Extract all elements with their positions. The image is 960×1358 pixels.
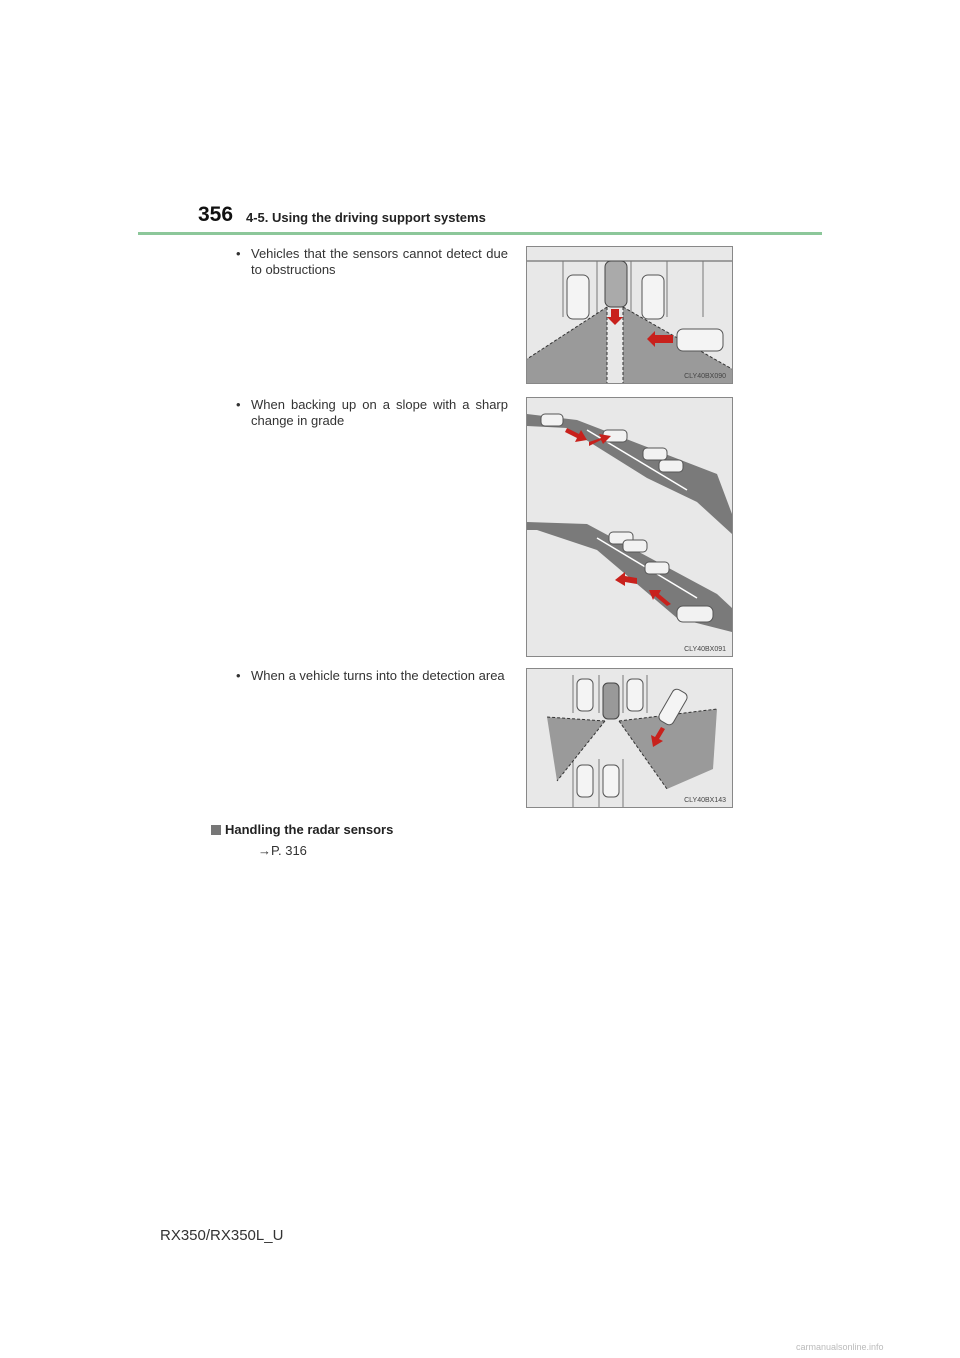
figure-obstructed-vehicles <box>526 246 733 384</box>
figure-code: CLY40BX090 <box>684 373 726 380</box>
bullet-text: When a vehicle turns into the detection area <box>251 668 505 683</box>
watermark: carmanualsonline.info <box>796 1342 884 1352</box>
bullet-text: Vehicles that the sensors cannot detect due to obstructions <box>251 246 508 277</box>
header-rule <box>138 232 822 235</box>
bullet-marker: • <box>236 668 241 683</box>
figure-code: CLY40BX143 <box>684 797 726 804</box>
model-footer: RX350/RX350L_U <box>160 1227 284 1244</box>
bullet-item-slope <box>236 397 508 429</box>
section-header: 4-5. Using the driving support systems <box>246 210 486 225</box>
bullet-item-obstructions <box>236 246 508 278</box>
bullet-item-turning-vehicle <box>236 668 508 684</box>
figure-turning-vehicle <box>526 668 733 808</box>
bullet-marker: • <box>236 397 241 412</box>
figure-slope-grade <box>526 397 733 657</box>
bullet-marker: • <box>236 246 241 261</box>
figure-code: CLY40BX091 <box>684 646 726 653</box>
page-reference-link[interactable]: →P. 316 <box>258 843 307 858</box>
bullet-text: When backing up on a slope with a sharp change in grade <box>251 397 508 428</box>
section-subheading <box>211 822 393 837</box>
subheading-text: Handling the radar sensors <box>225 822 394 837</box>
square-bullet-icon <box>211 825 221 835</box>
page-number: 356 <box>198 203 234 226</box>
